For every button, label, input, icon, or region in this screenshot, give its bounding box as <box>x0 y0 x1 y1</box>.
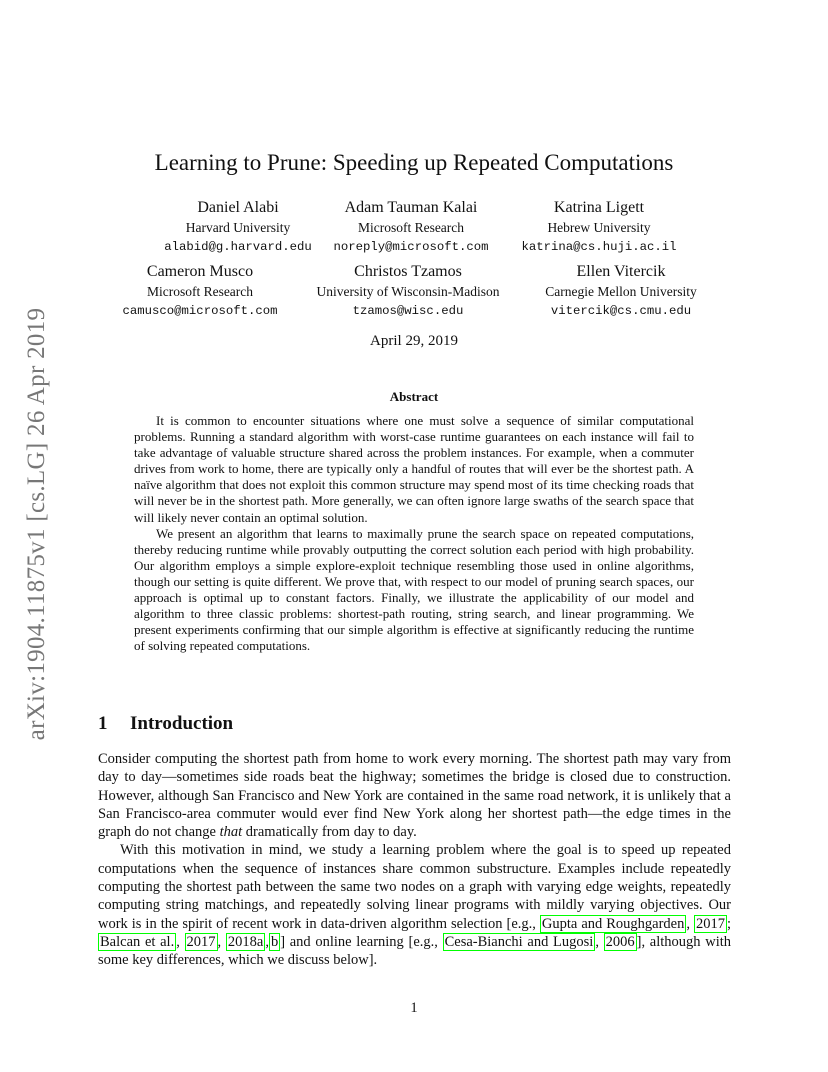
body-paragraph: With this motivation in mind, we study a learning problem where the goal is to speed up repeated computations when the sequence of instances share common substructure. Examples include repeatedly computing the shortest path between the same two nodes on a graph with varying edge weights, repeatedly computing string matchings, and repeatedly solving linear programs with mildly varying objectives. Our work is in the spirit of recent work in data-driven algorithm selection [e.g., Gupta and Roughgarden , 2017 ; Balcan et al. , 2017 , 2018a , b ] and online learning [e.g., Cesa-Bianchi and Lugosi , 2006 ], although with some key differences, which we discuss below]. <box>98 842 732 969</box>
author-name: Adam Tauman Kalai <box>344 199 478 216</box>
citation-link[interactable]: 2017 <box>186 933 216 950</box>
author-email: noreply@microsoft.com <box>333 240 489 254</box>
section-number: 1 <box>98 713 108 734</box>
citation-link[interactable]: Cesa-Bianchi and Lugosi <box>444 933 594 950</box>
citation-link[interactable]: 2006 <box>605 933 635 950</box>
author-affiliation: Microsoft Research <box>146 284 254 299</box>
author-affiliation: Hebrew University <box>547 220 651 235</box>
citation-link[interactable]: Balcan et al. <box>100 933 175 950</box>
arxiv-sidebar <box>22 288 52 760</box>
author-email: alabid@g.harvard.edu <box>164 240 312 254</box>
author-block <box>496 262 746 321</box>
abstract-body <box>134 413 694 654</box>
citation-link[interactable]: Gupta and Roughgarden <box>541 915 685 932</box>
author-affiliation: Harvard University <box>185 220 291 235</box>
author-name: Daniel Alabi <box>197 199 279 216</box>
paper-date: April 29, 2019 <box>370 333 458 349</box>
citation-link[interactable]: b <box>270 933 279 950</box>
page-number: 1 <box>410 1000 418 1016</box>
paper-title: Learning to Prune: Speeding up Repeated Computations <box>154 150 674 175</box>
abstract-paragraph: We present an algorithm that learns to maximally prune the search space on repeated computations, thereby reducing runtime while provably outputting the correct solution each period with high probability. Our algorithm employs a simple explore-exploit technique resembling those used in online algorithms, though our setting is quite different. We prove that, with respect to our model of pruning search spaces, our approach is optimal up to constant factors. Finally, we illustrate the applicability of our model and algorithm to three classic problems: shortest-path routing, string search, and linear programming. We present experiments confirming that our simple algorithm is effective at significantly reducing the runtime of solving repeated computations. <box>134 525 694 654</box>
author-email: tzamos@wisc.edu <box>352 304 464 318</box>
body-paragraph: Consider computing the shortest path from home to work every morning. The shortest path may vary from day to day—sometimes side roads beat the highway; sometimes the bridge is closed due to construction. However, although San Francisco and New York are contained in the same road network, it is unlikely that a San Francisco-area commuter would ever find New York along her shortest path—the edge times in the graph do not change that dramatically from day to day. <box>98 751 731 841</box>
author-email: vitercik@cs.cmu.edu <box>550 304 692 318</box>
citation-link[interactable]: 2018a <box>227 933 264 950</box>
author-name: Cameron Musco <box>146 263 254 280</box>
author-email: camusco@microsoft.com <box>122 304 278 318</box>
author-email: katrina@cs.huji.ac.il <box>521 240 677 254</box>
author-block <box>474 198 724 257</box>
author-name: Christos Tzamos <box>354 263 462 280</box>
author-affiliation: Carnegie Mellon University <box>545 284 697 299</box>
citation-link[interactable]: 2017 <box>695 915 725 932</box>
author-name: Katrina Ligett <box>553 199 645 216</box>
author-affiliation: Microsoft Research <box>357 220 465 235</box>
abstract-heading: Abstract <box>389 389 439 404</box>
author-name: Ellen Vitercik <box>576 263 666 280</box>
emphasis: that <box>219 824 243 841</box>
section-heading <box>98 713 233 735</box>
arxiv-identifier: arXiv:1904.11875v1 [cs.LG] 26 Apr 2019 <box>23 307 50 741</box>
introduction-body <box>98 750 731 970</box>
abstract-paragraph: It is common to encounter situations where one must solve a sequence of similar computational problems. Running a standard algorithm with worst-case runtime guarantees on each instance will fail to take advantage of valuable structure shared across the problem instances. For example, when a commuter drives from work to home, there are typically only a handful of routes that will ever be the shortest path. A naïve algorithm that does not exploit this common structure may spend most of its time checking roads that will never be in the shortest path. More generally, we can often ignore large swaths of the search space that will likely never contain an optimal solution. <box>134 413 694 525</box>
section-title: Introduction <box>130 713 234 734</box>
author-affiliation: University of Wisconsin-Madison <box>316 284 500 299</box>
